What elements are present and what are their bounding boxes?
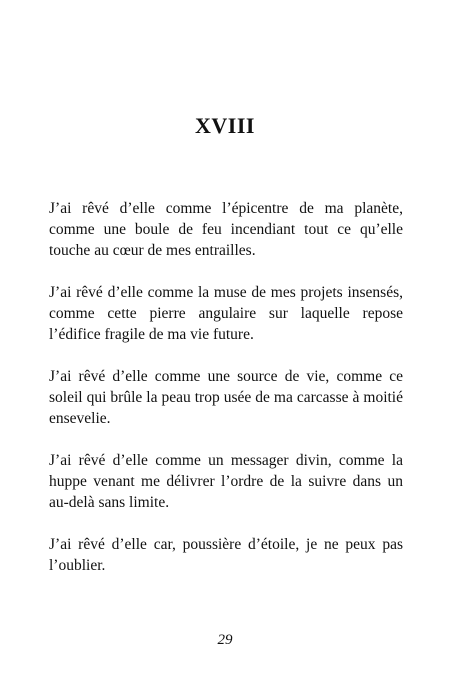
paragraph: J’ai rêvé d’elle comme l’épicentre de ma planète, comme une boule de feu incendiant tout ce qu’elle touche au cœur de mes entrailles.: [49, 200, 403, 259]
paragraph: J’ai rêvé d’elle car, poussière d’étoile, je ne peux pas l’oublier.: [49, 536, 403, 574]
poem-body: [49, 198, 403, 597]
chapter-title: XVIII: [195, 113, 255, 138]
paragraph: J’ai rêvé d’elle comme un messager divin, comme la huppe venant me délivrer l’ordre de la suivre dans un au-delà sans limite.: [49, 452, 403, 511]
paragraph: J’ai rêvé d’elle comme une source de vie, comme ce soleil qui brûle la peau trop usée de ma carcasse à moitié ensevelie.: [49, 368, 403, 427]
paragraph: J’ai rêvé d’elle comme la muse de mes projets insensés, comme cette pierre angulaire sur laquelle repose l’édifice fragile de ma vie future.: [49, 284, 403, 343]
page-number: 29: [217, 632, 233, 648]
